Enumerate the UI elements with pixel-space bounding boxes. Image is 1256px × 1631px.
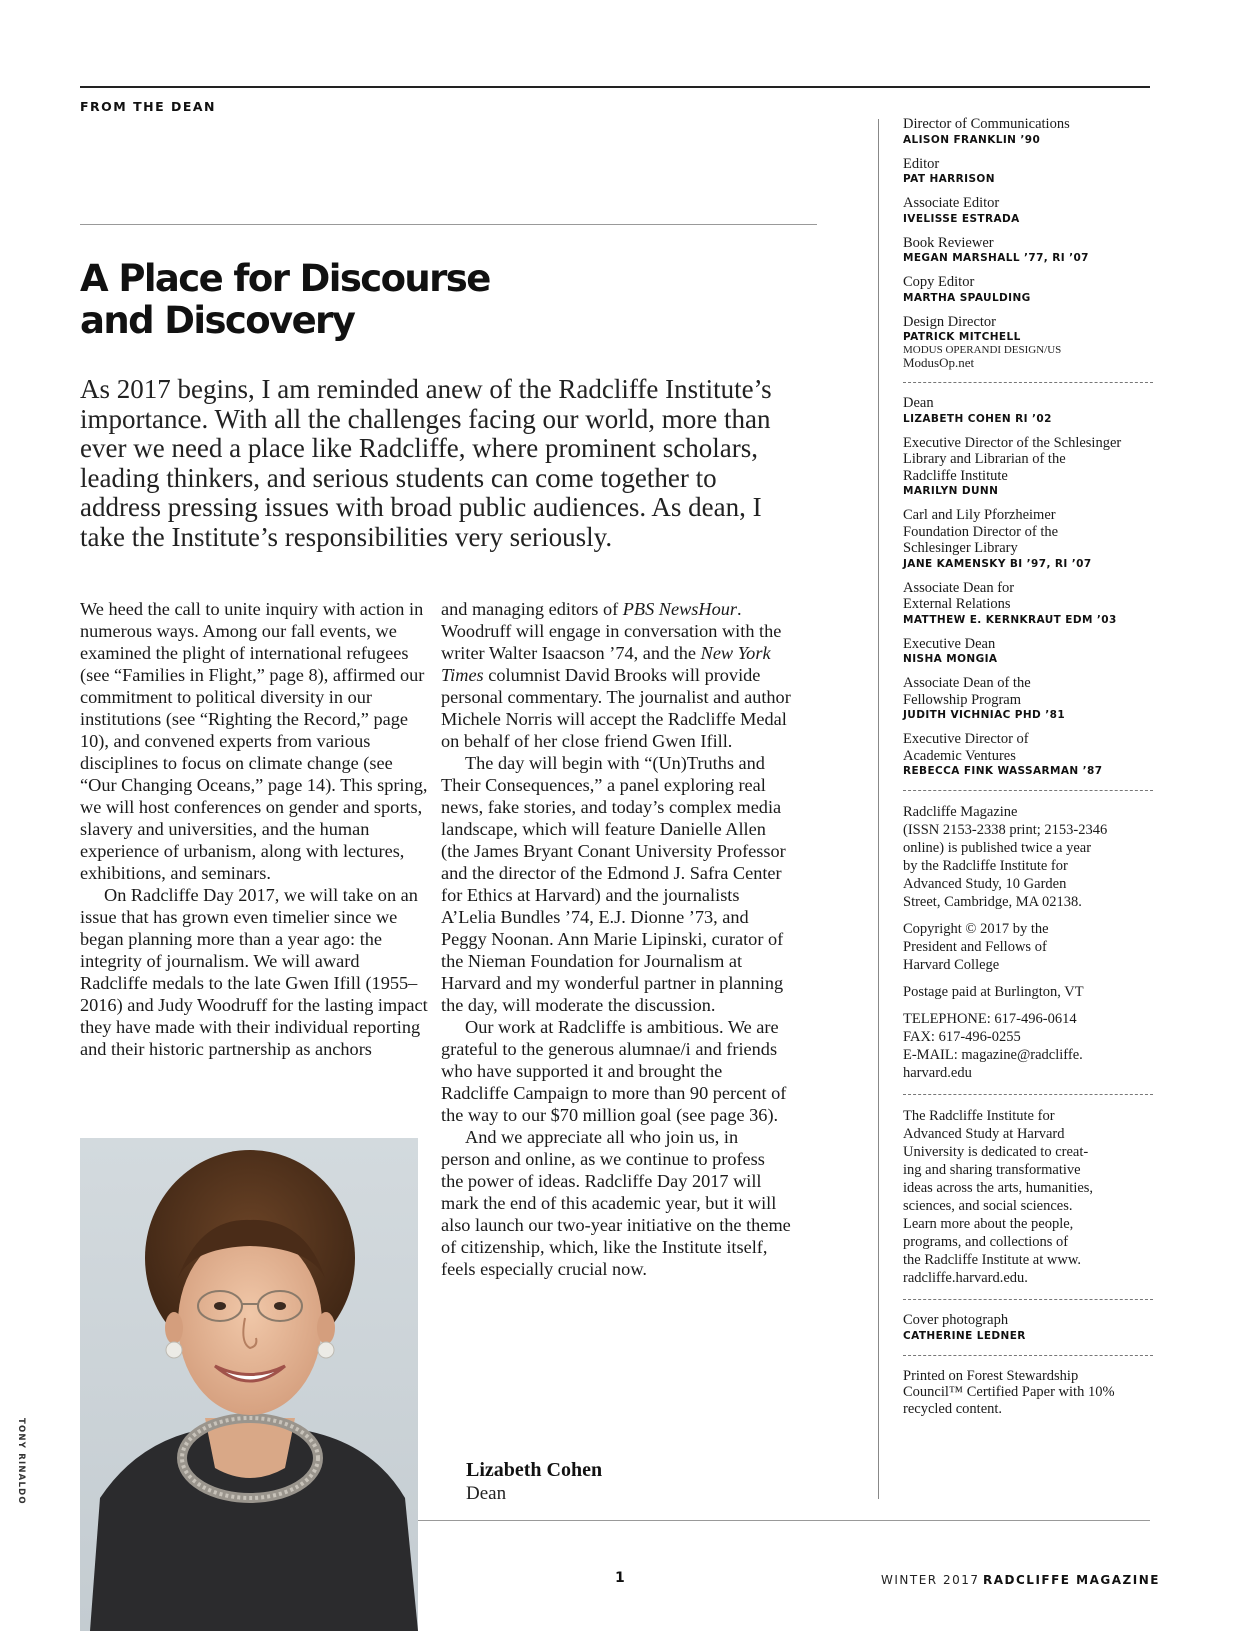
body-paragraph: and managing editors of PBS NewsHour. Woodruff will engage in conversation with the writer Walter Isaacson ’74, and the New York Times columnist David Brooks will provide personal commentary. The journalist and author Michele Norris will accept the Radcliffe Medal on behalf of her close friend Gwen Ifill.	[441, 599, 791, 751]
masthead-divider	[903, 1355, 1153, 1356]
headline-line-1: A Place for Discourse	[80, 257, 490, 300]
masthead-name: LIZABETH COHEN RI ’02	[903, 412, 1052, 425]
copyright-notice: Copyright © 2017 by the President and Fellows of Harvard College	[903, 921, 1049, 973]
masthead-name: IVELISSE ESTRADA	[903, 212, 1020, 225]
masthead-entry	[903, 195, 1153, 226]
section-label: FROM THE DEAN	[80, 99, 217, 114]
masthead-entry	[903, 731, 1153, 778]
body-paragraph: We heed the call to unite inquiry with action in numerous ways. Among our fall events, we examined the plight of international refugees (see “Families in Flight,” page 8), affirmed our commitment to political diversity in our institutions (see “Righting the Record,” page 10), and convened experts from various disciplines to focus on climate change (see “Our Changing Oceans,” page 14). This spring, we will host conferences on gender and sports, slavery and universities, and the human experience of urbanism, along with lectures, exhibitions, and seminars.	[80, 599, 428, 883]
signature-name: Lizabeth Cohen	[466, 1459, 603, 1481]
masthead-design-website: ModusOp.net	[903, 355, 975, 370]
footer-magazine-name: RADCLIFFE MAGAZINE	[983, 1573, 1160, 1587]
masthead	[903, 116, 1153, 1417]
masthead-name: MARTHA SPAULDING	[903, 291, 1031, 304]
masthead-entry	[903, 1312, 1153, 1343]
masthead-name: PAT HARRISON	[903, 173, 995, 185]
email-link[interactable]: harvard.edu	[903, 1065, 972, 1081]
page-number: 1	[615, 1570, 625, 1586]
masthead-name: MATTHEW E. KERNKRAUT EDM ’03	[903, 613, 1117, 626]
masthead-role-line: Library and Librarian of the	[903, 451, 1066, 467]
body-paragraph: On Radcliffe Day 2017, we will take on an issue that has grown even timelier since we began planning more than a year ago: the integrity of journalism. We will award Radcliffe medals to the late Gwen Ifill (1955–2016) and Judy Woodruff for the lasting impact they have made with their individual reporting and their historic partnership as anchors	[80, 885, 428, 1059]
publication-title: PBS NewsHour	[622, 599, 738, 619]
masthead-role-line: Academic Ventures	[903, 747, 1016, 764]
contact-info: TELEPHONE: 617-496-0614 FAX: 617-496-0255 E-MAIL: magazine@radcliffe. harvard.edu	[903, 1010, 1153, 1082]
publication-statement: Radcliffe Magazine (ISSN 2153-2338 print; 2153-2346 online) is published twice a year by the Radcliffe Institute for Advanced Study, 10 Garden Street, Cambridge, MA 02138.	[903, 804, 1108, 910]
masthead-role: Executive Dean	[903, 635, 996, 652]
masthead-name: REBECCA FINK WASSARMAN ’87	[903, 765, 1103, 777]
masthead-role: Book Reviewer	[903, 234, 994, 251]
masthead-entry	[903, 156, 1153, 187]
masthead-role: Cover photograph	[903, 1312, 1009, 1328]
masthead-role: Dean	[903, 395, 934, 411]
footer-issue-season: WINTER 2017	[881, 1573, 980, 1587]
masthead-divider	[903, 382, 1153, 383]
masthead-role-line: Carl and Lily Pforzheimer	[903, 507, 1056, 523]
photo-credit: TONY RINALDO	[16, 1418, 26, 1505]
masthead-role-line: Foundation Director of the	[903, 523, 1059, 540]
masthead-entry	[903, 274, 1153, 305]
postage-notice: Postage paid at Burlington, VT	[903, 984, 1084, 1000]
masthead-role: Director of Communications	[903, 116, 1070, 132]
masthead-role-line: Executive Director of	[903, 731, 1029, 747]
website-link[interactable]: the Radcliffe Institute at www.	[903, 1252, 1081, 1268]
top-rule	[80, 86, 1150, 88]
masthead-role-line: External Relations	[903, 596, 1011, 612]
masthead-entry	[903, 507, 1153, 571]
masthead-entry	[903, 235, 1153, 266]
printing-notice: Printed on Forest Stewardship Council™ Certified Paper with 10% recycled content.	[903, 1367, 1115, 1417]
masthead-divider	[903, 1094, 1153, 1095]
masthead-name: ALISON FRANKLIN ’90	[903, 133, 1041, 146]
masthead-role-line: Associate Dean for	[903, 579, 1015, 596]
masthead-name: CATHERINE LEDNER	[903, 1329, 1026, 1342]
masthead-rule	[878, 119, 879, 1499]
mission-statement: The Radcliffe Institute for Advanced Study at Harvard University is dedicated to creat- ing and sharing transformative ideas across the arts, humanities, sciences, and social sciences. Learn more about the people, programs, and collections of the Radcliffe Institute at www. radcliffe.harvard.edu.	[903, 1107, 1153, 1287]
masthead-name: JANE KAMENSKY BI ’97, RI ’07	[903, 557, 1092, 570]
masthead-name: MEGAN MARSHALL ’77, RI ’07	[903, 252, 1089, 264]
footer-rule	[418, 1520, 1150, 1521]
masthead-entry	[903, 636, 1153, 667]
masthead-name: PATRICK MITCHELL	[903, 331, 1021, 343]
website-link[interactable]: radcliffe.harvard.edu.	[903, 1270, 1028, 1286]
email-link[interactable]: E-MAIL: magazine@radcliffe.	[903, 1047, 1083, 1063]
masthead-name: NISHA MONGIA	[903, 653, 998, 665]
masthead-entry	[903, 675, 1153, 722]
body-paragraph: And we appreciate all who join us, in person and online, as we continue to profess the power of ideas. Radcliffe Day 2017 will mark the end of this academic year, but it will also launch our two-year initiative on the theme of citizenship, which, like the Institute itself, feels especially crucial now.	[441, 1127, 791, 1279]
body-paragraph: The day will begin with “(Un)Truths and Their Consequences,” a panel exploring real news, fake stories, and today’s complex media landscape, which will feature Danielle Allen (the James Bryant Conant University Professor and the director of the Edmond J. Safra Center for Ethics at Harvard) and the journalists A’Lelia Bundles ’74, E.J. Dionne ’73, and Peggy Noonan. Ann Marie Lipinski, curator of the Nieman Foundation for Journalism at Harvard and my wonderful partner in planning the day, will moderate the discussion.	[441, 753, 786, 1015]
masthead-role-line: Radcliffe Institute	[903, 467, 1008, 484]
body-paragraph: Our work at Radcliffe is ambitious. We are grateful to the generous alumnae/i and friends who have supported it and brought the Radcliffe Campaign to more than 90 percent of the way to our $70 million goal (see page 36).	[441, 1017, 787, 1125]
masthead-entry	[903, 580, 1153, 627]
masthead-role: Design Director	[903, 313, 997, 330]
masthead-role-line: Fellowship Program	[903, 691, 1022, 708]
masthead-entry	[903, 395, 1153, 426]
masthead-divider	[903, 1299, 1153, 1300]
masthead-design-firm: MODUS OPERANDI DESIGN/US	[903, 344, 1062, 356]
masthead-divider	[903, 790, 1153, 791]
publication-title: New York Times	[441, 643, 771, 685]
masthead-role-line: Associate Dean of the	[903, 675, 1031, 691]
article-lede: As 2017 begins, I am reminded anew of the Radcliffe Institute’s importance. With all the challenges facing our world, more than ever we need a place like Radcliffe, where prominent scholars, leading thinkers, and serious students can come together to address pressing issues with broad public audiences. As dean, I take the Institute’s responsibilities very seriously.	[80, 374, 772, 552]
divider-rule	[80, 224, 817, 225]
body-column-1	[80, 598, 430, 1060]
masthead-entry	[903, 314, 1153, 371]
signature-title: Dean	[466, 1483, 507, 1504]
masthead-role-line: Executive Director of the Schlesinger	[903, 434, 1122, 451]
masthead-role-line: Schlesinger Library	[903, 540, 1018, 556]
masthead-entry	[903, 435, 1153, 499]
masthead-name: MARILYN DUNN	[903, 485, 999, 497]
portrait-illustration	[80, 1138, 418, 1631]
masthead-role: Associate Editor	[903, 195, 1000, 211]
body-column-2	[441, 598, 791, 1280]
masthead-name: JUDITH VICHNIAC PHD ’81	[903, 709, 1066, 721]
masthead-role: Copy Editor	[903, 274, 975, 290]
article-headline	[80, 258, 800, 342]
dean-portrait-photo	[80, 1138, 418, 1631]
headline-line-2: and Discovery	[80, 299, 355, 342]
masthead-entry	[903, 116, 1153, 147]
masthead-role: Editor	[903, 155, 940, 172]
